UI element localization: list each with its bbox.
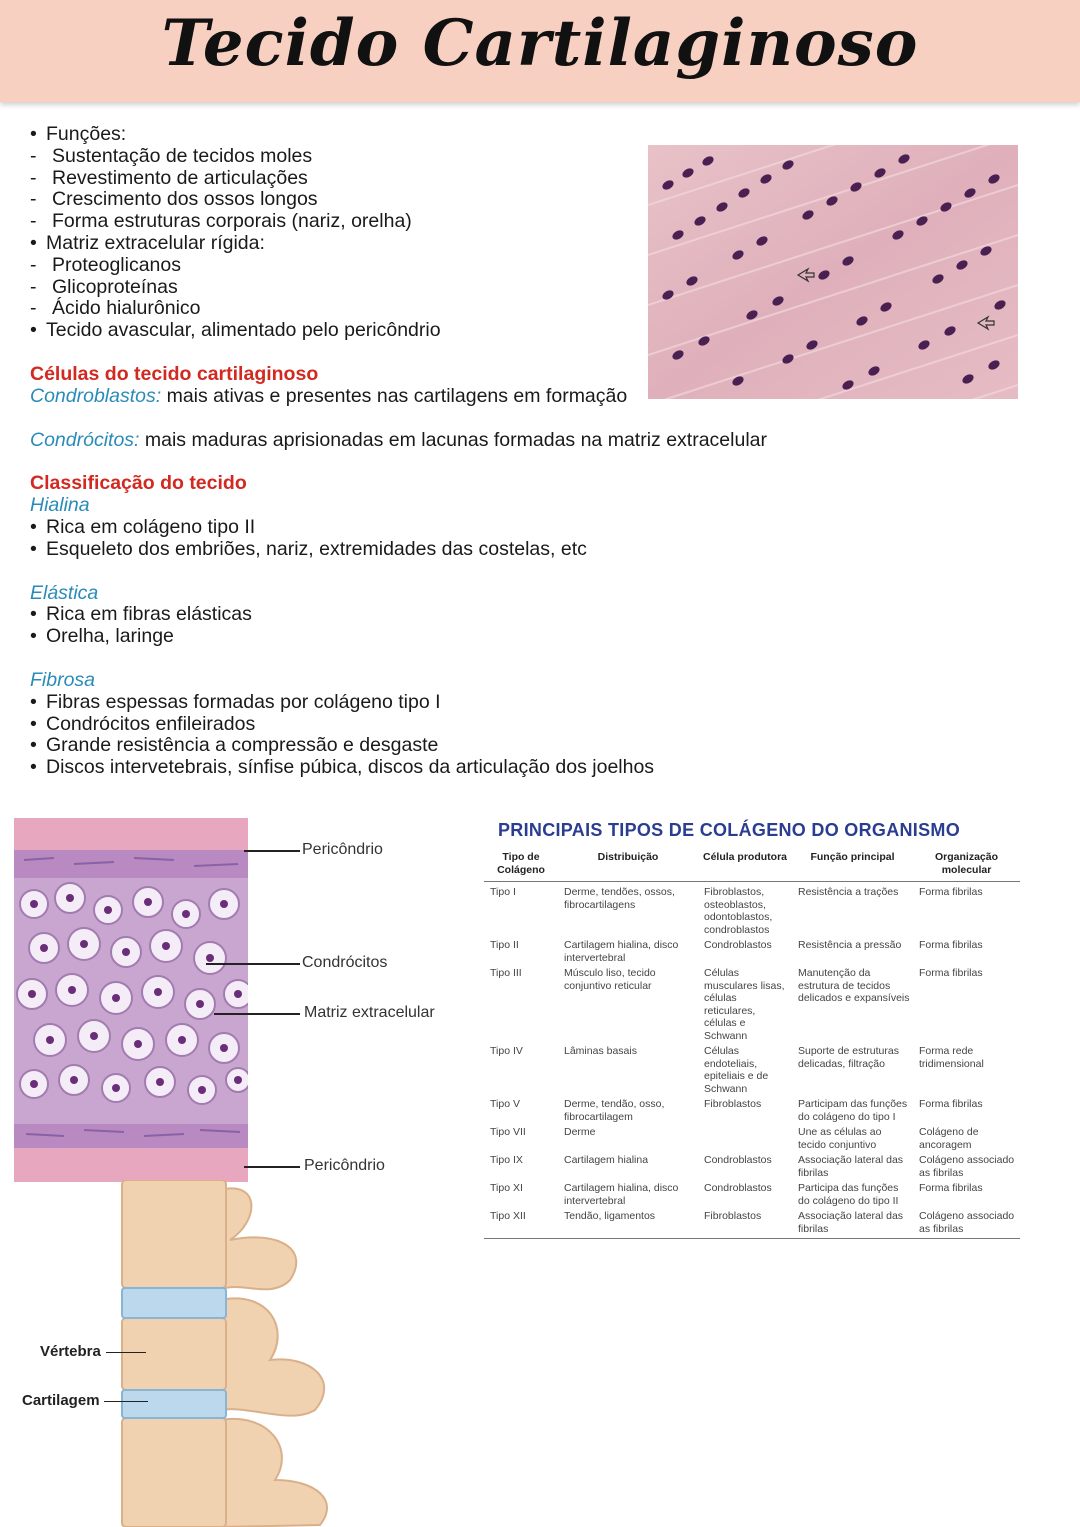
table-header-row — [484, 849, 1020, 882]
list-item: - Forma estruturas corporais (nariz, orelha) — [30, 211, 810, 233]
table-cell: Fibroblastos — [704, 1098, 762, 1110]
table-cell: Associação lateral das fibrilas — [792, 1210, 913, 1239]
pointer-line — [244, 1166, 300, 1168]
table-cell: Tipo XI — [490, 1182, 523, 1194]
table-cell: Tipo IX — [490, 1154, 523, 1166]
section-heading-celulas: Células do tecido cartilaginoso — [30, 362, 319, 385]
list-item: - Glicoproteínas — [30, 277, 810, 299]
label-vertebra: Vértebra — [40, 1343, 101, 1360]
table-cell: Cartilagem hialina, disco intervertebral — [564, 939, 679, 964]
list-item: - Sustentação de tecidos moles — [30, 146, 810, 168]
table-cell: Células endoteliais, epiteliais e de Schwann — [704, 1045, 769, 1095]
table-cell: Células musculares lisas, células reticulares, células e Schwann — [704, 967, 785, 1042]
table-row — [484, 1098, 1020, 1126]
list-item: • Tecido avascular, alimentado pelo pericôndrio — [30, 320, 810, 342]
label-cartilagem: Cartilagem — [22, 1392, 100, 1409]
table-cell: Fibroblastos — [698, 1210, 792, 1239]
table-cell: Forma fibrilas — [919, 1098, 983, 1110]
table-cell: Derme — [564, 1126, 596, 1138]
term-condroblastos: Condroblastos: — [30, 384, 162, 407]
table-cell: Fibroblastos, osteoblastos, odontoblastos, condroblastos — [704, 886, 773, 936]
table-row — [484, 967, 1020, 1045]
column-header: Tipo de Colágeno — [484, 849, 558, 882]
table-row — [484, 1182, 1020, 1210]
table-cell: Tipo II — [490, 939, 519, 951]
micrograph-fibrous-cartilage — [648, 145, 1018, 399]
table-cell: Participam das funções do colágeno do tipo I — [798, 1098, 908, 1123]
list-item: • Matriz extracelular rígida: — [30, 233, 810, 255]
table-row — [484, 1045, 1020, 1098]
list-item: • Funções: — [30, 124, 810, 146]
table-cell: Tipo III — [490, 967, 522, 979]
table-cell: Derme, tendões, ossos, fibrocartilagens — [564, 886, 675, 911]
table-row — [484, 1210, 1020, 1239]
column-header: Célula produtora — [698, 849, 792, 882]
label-pericondrio-bottom: Pericôndrio — [304, 1157, 385, 1174]
pointer-line — [214, 1013, 300, 1015]
table-cell: Condroblastos — [704, 939, 772, 951]
table-cell: Cartilagem hialina, disco intervertebral — [564, 1182, 679, 1207]
table-cell: Forma fibrilas — [919, 939, 983, 951]
table-cell: Suporte de estruturas delicadas, filtração — [798, 1045, 899, 1070]
table-cell: Resistência a pressão — [798, 939, 902, 951]
pointer-line — [104, 1401, 148, 1402]
table-cell: Colágeno associado as fibrilas — [913, 1210, 1020, 1239]
table-title: PRINCIPAIS TIPOS DE COLÁGENO DO ORGANISMO — [498, 820, 961, 840]
table-row — [484, 882, 1020, 940]
table-cell: Tipo XII — [484, 1210, 558, 1239]
table-cell: Associação lateral das fibrilas — [798, 1154, 904, 1179]
pointer-line — [244, 850, 300, 852]
table-cell: Participa das funções do colágeno do tipo II — [798, 1182, 899, 1207]
table-cell: Forma fibrilas — [919, 967, 983, 979]
table-row — [484, 939, 1020, 967]
subheading-elastica: Elástica — [30, 581, 99, 604]
list-item: • Esqueleto dos embriões, nariz, extremidades das costelas, etc — [30, 539, 810, 561]
subheading-fibrosa: Fibrosa — [30, 668, 96, 691]
list-item: • Rica em fibras elásticas — [30, 604, 810, 626]
list-item: • Fibras espessas formadas por colágeno tipo I — [30, 692, 810, 714]
label-pericondrio-top: Pericôndrio — [302, 841, 383, 858]
list-item: • Grande resistência a compressão e desgaste — [30, 735, 810, 757]
label-matriz-extracelular: Matriz extracelular — [304, 1004, 435, 1021]
table-cell: Resistência a trações — [798, 886, 899, 898]
term-condrocitos: Condrócitos: — [30, 428, 140, 451]
table-cell: Tipo VII — [490, 1126, 526, 1138]
pointer-line — [206, 963, 300, 965]
page-title: Tecido Cartilaginoso — [161, 6, 919, 81]
definition-text: mais ativas e presentes nas cartilagens em formação — [161, 384, 628, 407]
table-cell: Condroblastos — [704, 1154, 772, 1166]
section-heading-classificacao: Classificação do tecido — [30, 472, 247, 495]
list-item: - Revestimento de articulações — [30, 168, 810, 190]
list-item: • Rica em colágeno tipo II — [30, 517, 810, 539]
table-cell: Colágeno de ancoragem — [919, 1126, 979, 1151]
table-cell: Colágeno associado as fibrilas — [919, 1154, 1015, 1179]
collagen-table — [484, 849, 1020, 1239]
subheading-hialina: Hialina — [30, 494, 90, 517]
table-cell: Tipo I — [490, 886, 516, 898]
table-cell: Forma rede tridimensional — [919, 1045, 984, 1070]
column-header: Distribuição — [558, 849, 698, 882]
list-item: - Crescimento dos ossos longos — [30, 189, 810, 211]
list-item: • Discos intervetebrais, sínfise púbica, discos da articulação dos joelhos — [30, 757, 810, 779]
table-cell: Tendão, ligamentos — [558, 1210, 698, 1239]
table-row — [484, 1126, 1020, 1154]
table-cell: Une as células ao tecido conjuntivo — [798, 1126, 882, 1151]
micrograph-hyaline-cartilage — [14, 818, 248, 1182]
column-header: Organização molecular — [913, 849, 1020, 882]
list-item: - Proteoglicanos — [30, 255, 810, 277]
title-banner — [0, 0, 1080, 102]
spine-illustration — [110, 1180, 360, 1527]
list-item: • Orelha, laringe — [30, 626, 810, 648]
table-cell — [698, 1126, 792, 1154]
table-cell: Cartilagem hialina — [564, 1154, 649, 1166]
table-cell: Músculo liso, tecido conjuntivo reticular — [564, 967, 656, 992]
table-cell: Lâminas basais — [564, 1045, 637, 1057]
label-condrocitos: Condrócitos — [302, 954, 388, 971]
table-cell: Derme, tendão, osso, fibrocartilagem — [564, 1098, 665, 1123]
column-header: Função principal — [792, 849, 913, 882]
list-item: • Condrócitos enfileirados — [30, 714, 810, 736]
table-cell: Manutenção da estrutura de tecidos delicados e expansíveis — [798, 967, 910, 1004]
definition-condrocitos — [30, 430, 810, 452]
collagen-table-section — [484, 820, 1020, 1239]
table-row — [484, 1154, 1020, 1182]
table-cell: Tipo IV — [490, 1045, 523, 1057]
pointer-line — [106, 1352, 146, 1353]
table-cell: Condroblastos — [704, 1182, 772, 1194]
list-item: - Ácido hialurônico — [30, 298, 810, 320]
table-cell: Forma fibrilas — [919, 886, 983, 898]
table-cell: Forma fibrilas — [919, 1182, 983, 1194]
definition-text: mais maduras aprisionadas em lacunas formadas na matriz extracelular — [139, 428, 767, 451]
table-cell: Tipo V — [490, 1098, 520, 1110]
